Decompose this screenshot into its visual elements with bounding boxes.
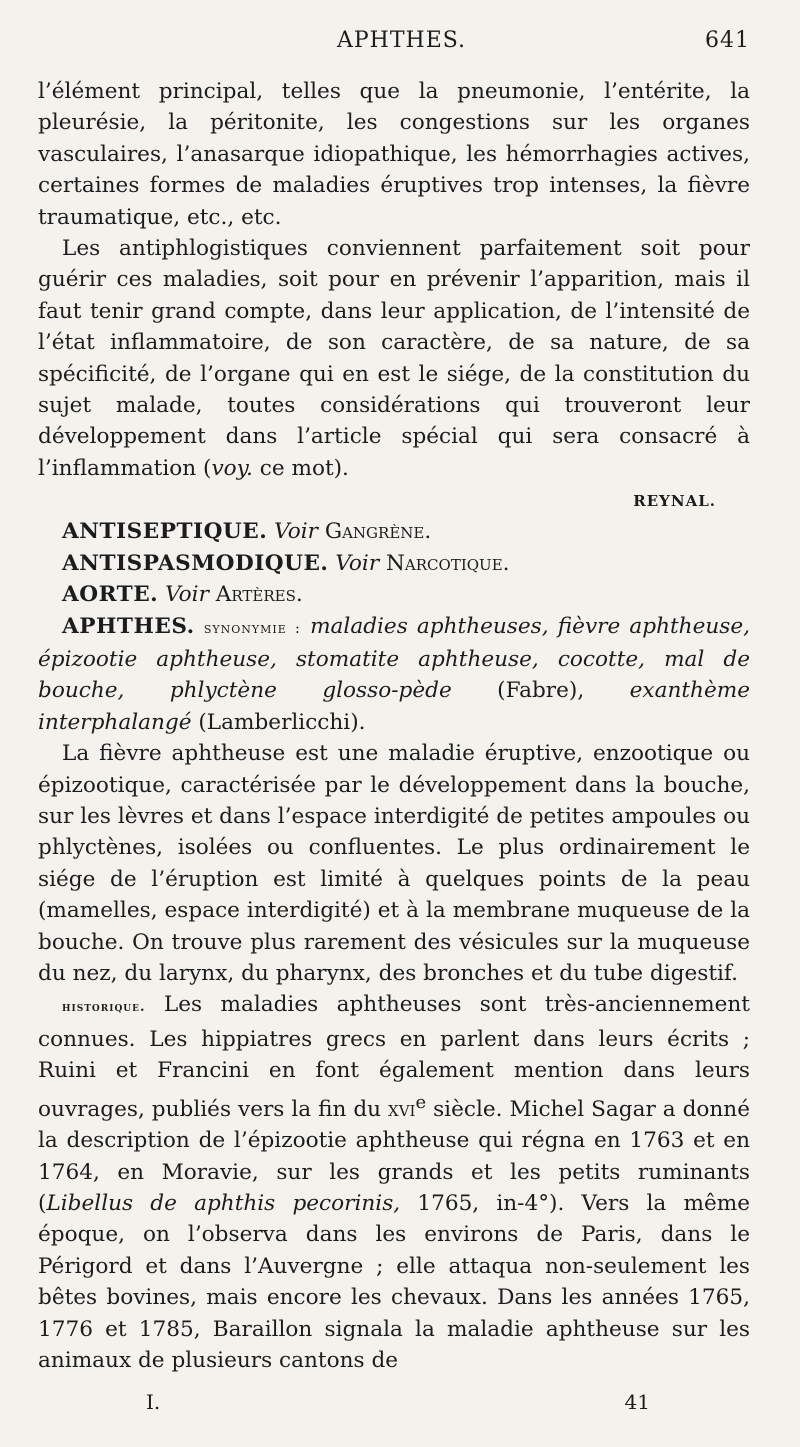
century-numeral: xvi xyxy=(388,1096,416,1122)
headword: ANTISEPTIQUE. xyxy=(62,519,268,545)
aphthes-entry xyxy=(38,611,750,739)
paragraph xyxy=(38,989,750,1376)
text-run: Les maladies aphtheuses sont très-anciennement connues. Les hippiatres grecs en parlent dans leurs écrits ; Ruini et Francini en font également mention dans leurs ouvrages, publiés vers la fin du xyxy=(38,992,750,1122)
italic-run: Libellus de aphthis pecorinis, xyxy=(46,1191,401,1216)
voir-label: Voir xyxy=(274,519,318,545)
dictionary-entry xyxy=(38,579,750,610)
headword: APHTHES. xyxy=(62,613,195,639)
headword: ANTISPASMODIQUE. xyxy=(62,550,329,576)
dictionary-entry xyxy=(38,548,750,579)
text-run: (Lamberlicchi). xyxy=(191,709,366,735)
headword: AORTE. xyxy=(62,582,159,608)
page-footer xyxy=(0,1390,800,1414)
italic-run: maladies aphtheuses, fièvre aphtheuse, épizootie aphtheuse, stomatite aphtheuse, cocotte, mal de bouche, phlyctène glosso-pède xyxy=(38,613,750,704)
dictionary-entry xyxy=(38,516,750,547)
text-run: (Fabre), xyxy=(451,678,630,704)
body-text xyxy=(38,76,750,1376)
paragraph: l’élément principal, telles que la pneumonie, l’entérite, la pleurésie, la péritonite, les congestions sur les organes vasculaires, l’anasarque idiopathique, les hémorrhagies actives, certaines formes de maladies éruptives trop intenses, la fièvre traumatique, etc., etc. xyxy=(38,79,750,230)
cross-reference: Narcotique. xyxy=(386,550,510,576)
page-number: 641 xyxy=(705,28,750,53)
author-signature: REYNAL. xyxy=(633,492,716,511)
sheet-number: 41 xyxy=(624,1390,650,1414)
signature-mark: I. xyxy=(146,1390,161,1414)
running-title: APHTHES. xyxy=(336,28,467,53)
text-run: 1765, in-4°). Vers la même époque, on l’observa dans les environs de Paris, dans le Périgord et dans l’Auvergne ; elle attaqua non-seulement les bêtes bovines, mais encore les chevaux. Dans les années 1765, 1776 et 1785, Baraillon signala la maladie aphtheuse sur les animaux de plusieurs cantons de xyxy=(38,1191,750,1374)
section-label: synonymie : xyxy=(203,618,301,637)
section-label: historique. xyxy=(62,1000,146,1016)
running-head xyxy=(38,28,750,76)
italic-run: exanthème interphalangé xyxy=(38,678,750,735)
text-run: siècle. Michel Sagar a donné la description de l’épizootie aphtheuse qui régna en 1763 et en 1764, en Moravie, sur les grands et les petits ruminants ( xyxy=(38,1096,750,1216)
text-run: Les antiphlogistiques conviennent parfaitement soit pour guérir ces maladies, soit pour en prévenir l’apparition, mais il faut tenir grand compte, dans leur application, de l’intensité de l’état inflammatoire, de son caractère, de sa nature, de sa spécificité, de l’organe qui en est le siége, de la constitution du sujet malade, toutes considérations qui trouveront leur développement dans l’article spécial qui sera consacré à l’inflammation ( xyxy=(38,236,750,481)
superscript: e xyxy=(415,1091,427,1113)
voir-label: Voir xyxy=(335,550,380,576)
cross-reference: Gangrène. xyxy=(324,519,432,545)
text-run: ce mot). xyxy=(252,455,349,481)
paragraph xyxy=(38,233,750,484)
paragraph: La fièvre aphtheuse est une maladie éruptive, enzootique ou épizootique, caractérisée par le développement dans la bouche, sur les lèvres et dans l’espace interdigité de petites ampoules ou phlyctènes, isolées ou confluentes. Le plus ordinairement le siége de l’éruption est limité à quelques points de la peau (mamelles, espace interdigité) et à la membrane muqueuse de la bouche. On trouve plus rarement des vésicules sur la muqueuse du nez, du larynx, du pharynx, des bronches et du tube digestif. xyxy=(38,741,750,986)
voir-label: Voir xyxy=(165,582,209,608)
italic-run: voy. xyxy=(211,455,253,481)
cross-reference: Artères. xyxy=(215,582,303,608)
